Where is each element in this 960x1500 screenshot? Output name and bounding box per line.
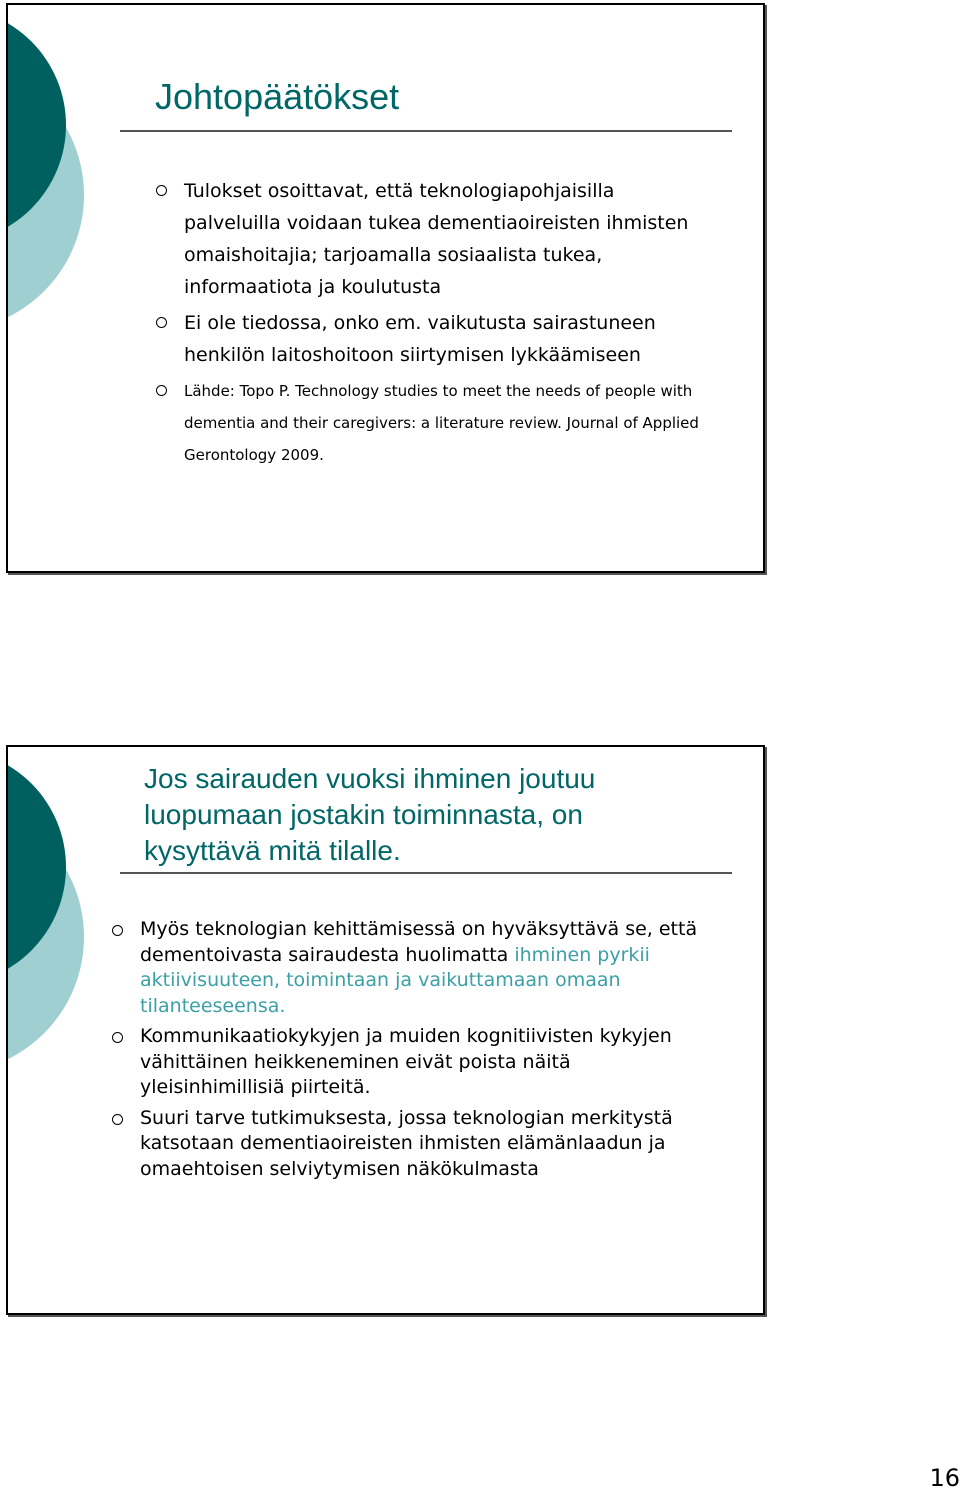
bullet-text: Tulokset osoittavat, että teknologiapohjaisilla palveluilla voidaan tukea dementiaoireisten ihmisten omaishoitajia; tarjoamalla sosiaalista tukea, informaatiota ja koulutusta [184, 180, 689, 298]
bullet-text: Ei ole tiedossa, onko em. vaikutusta sairastuneen henkilön laitoshoitoon siirtymisen lykkäämiseen [184, 312, 656, 366]
slide-title: Jos sairauden vuoksi ihminen joutuu luopumaan jostakin toiminnasta, on kysyttävä mitä tilalle. [144, 763, 596, 866]
list-item [112, 917, 712, 1019]
title-divider [120, 872, 732, 874]
slide-title: Johtopäätökset [155, 76, 400, 117]
bullet-text: Suuri tarve tutkimuksesta, jossa teknologian merkitystä katsotaan dementiaoireisten ihmisten elämänlaadun ja omaehtoisen selviytymisen näkökulmasta [140, 1106, 673, 1180]
page-number: 16 [929, 1464, 960, 1492]
list-item [156, 375, 716, 471]
bullet-icon [156, 385, 167, 396]
bullet-icon [112, 925, 123, 936]
bullet-icon [156, 317, 167, 328]
bullet-list [156, 175, 716, 471]
highlighted-text: ihminen pyrkii aktiivisuuteen, toimintaan ja vaikuttamaan omaan tilanteeseensa. [140, 943, 650, 1017]
list-item [156, 307, 716, 371]
slide-conclusions [6, 3, 765, 573]
slide-replacement-activities [6, 745, 765, 1315]
list-item [112, 1106, 712, 1183]
list-item [112, 1024, 712, 1101]
bullet-text: Myös teknologian kehittämisessä on hyväksyttävä se, että dementoivasta sairaudesta huolimatta [140, 918, 698, 966]
bullet-icon [112, 1032, 123, 1043]
list-item [156, 175, 716, 303]
bullet-icon [156, 185, 167, 196]
slide-decoration [8, 5, 98, 335]
bullet-list [112, 917, 712, 1187]
bullet-text: Kommunikaatiokykyjen ja muiden kognitiivisten kykyjen vähittäinen heikkeneminen eivät poista näitä yleisinhimillisiä piirteitä. [140, 1025, 672, 1098]
bullet-icon [112, 1114, 123, 1125]
bullet-text: Lähde: Topo P. Technology studies to meet the needs of people with dementia and their caregivers: a literature review. Journal of Applied Gerontology 2009. [184, 382, 699, 464]
slide-decoration [8, 747, 98, 1077]
title-divider [120, 130, 732, 132]
